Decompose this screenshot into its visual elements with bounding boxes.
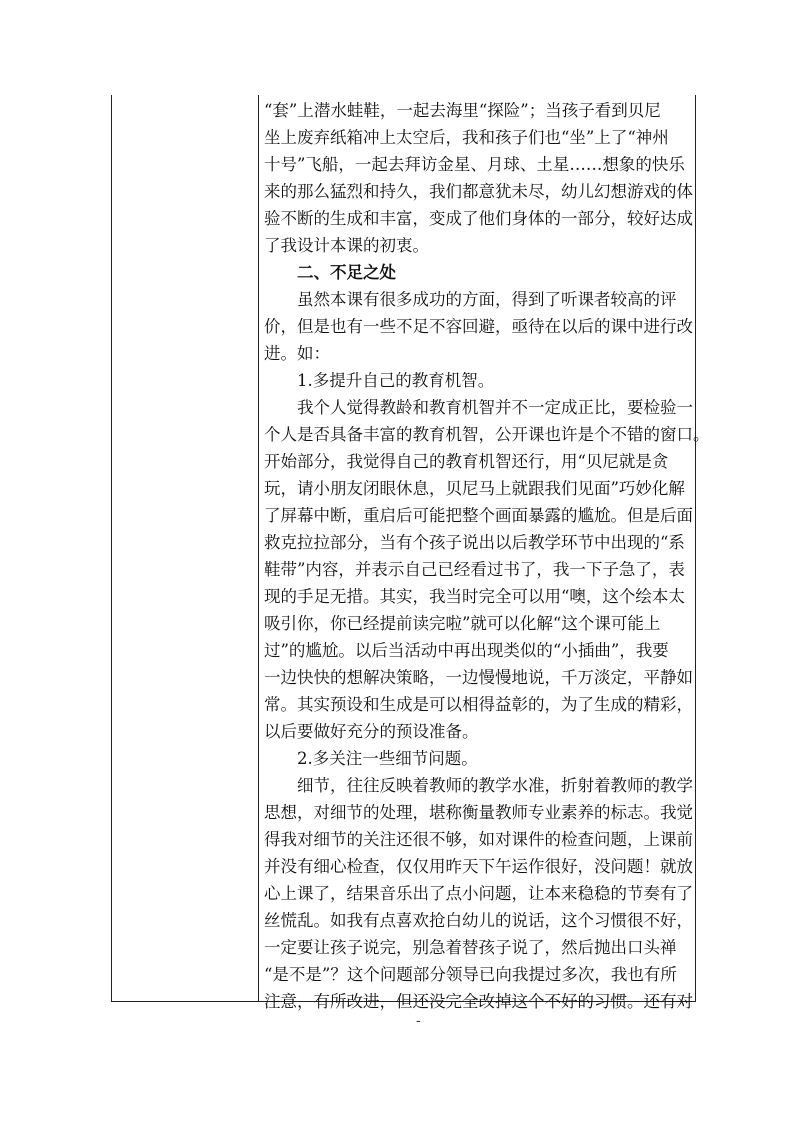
text-line: 进。如：: [264, 344, 330, 363]
text-line: 十号”飞船，一起去拜访金星、月球、土星……想象的快乐: [264, 155, 685, 174]
text-line: 思想，对细节的处理，堪称衡量教师专业素养的标志。我觉: [264, 803, 693, 822]
section-heading: 二、不足之处: [264, 263, 396, 282]
table-left-cell: [112, 95, 259, 1001]
text-line: 个人是否具备丰富的教育机智，公开课也许是个不错的窗口。: [264, 425, 710, 444]
text-line: 以后要做好充分的预设准备。: [264, 722, 479, 741]
text-line: 过”的尴尬。以后当活动中再出现类似的“小插曲”，我要: [264, 641, 669, 660]
text-line: 常。其实预设和生成是可以相得益彰的，为了生成的精彩，: [264, 695, 693, 714]
text-line: 吸引你，你已经提前读完啦”就可以化解“这个课可能上: [264, 614, 661, 633]
text-line: 验不断的生成和丰富，变成了他们身体的一部分，较好达成: [264, 209, 693, 228]
text-line: 一定要让孩子说完，别急着替孩子说了，然后抛出口头禅: [264, 938, 677, 957]
text-line: 鞋带”内容，并表示自己已经看过书了，我一下子急了，表: [264, 560, 685, 579]
text-line: 并没有细心检查，仅仅用昨天下午运作很好，没问题！就放: [264, 857, 693, 876]
text-line: 我个人觉得教龄和教育机智并不一定成正比，要检验一: [264, 398, 693, 417]
text-line: “套”上潜水蛙鞋，一起去海里“探险”；当孩子看到贝尼: [264, 101, 661, 120]
text-line: 开始部分，我觉得自己的教育机智还行，用“贝尼就是贪: [264, 452, 669, 471]
text-line: 丝慌乱。如我有点喜欢抢白幼儿的说话，这个习惯很不好，: [264, 911, 693, 930]
text-line: 心上课了，结果音乐出了点小问题，让本来稳稳的节奏有了: [264, 884, 693, 903]
subsection-heading: 1.多提升自己的教育机智。: [264, 371, 495, 390]
subsection-heading: 2.多关注一些细节问题。: [264, 749, 478, 768]
text-line: 来的那么猛烈和持久，我们都意犹未尽，幼儿幻想游戏的体: [264, 182, 693, 201]
text-line: 价，但是也有一些不足不容回避，亟待在以后的课中进行改: [264, 317, 693, 336]
text-line: 细节，往往反映着教师的教学水准，折射着教师的教学: [264, 776, 693, 795]
text-line: 救克拉拉部分，当有个孩子说出以后教学环节中出现的“系: [264, 533, 685, 552]
text-line: 现的手足无措。其实，我当时完全可以用“噢，这个绘本太: [264, 587, 685, 606]
text-line: 坐上废弃纸箱冲上太空后，我和孩子们也“坐”上了“神州: [264, 128, 669, 147]
text-line: 一边快快的想解决策略，一边慢慢地说，千万淡定，平静如: [264, 668, 693, 687]
text-line: “是不是”？这个问题部分领导已向我提过多次，我也有所: [264, 965, 677, 984]
text-line: 注意，有所改进，但还没完全改掉这个不好的习惯。还有对: [264, 992, 693, 1011]
page-footer-mark: -: [416, 1013, 421, 1029]
text-line: 虽然本课有很多成功的方面，得到了听课者较高的评: [264, 290, 677, 309]
text-line: 了屏幕中断，重启后可能把整个画面暴露的尴尬。但是后面: [264, 506, 693, 525]
text-line: 得我对细节的关注还很不够，如对课件的检查问题，上课前: [264, 830, 693, 849]
text-line: 玩，请小朋友闭眼休息，贝尼马上就跟我们见面”巧妙化解: [264, 479, 685, 498]
text-line: 了我设计本课的初衷。: [264, 236, 429, 255]
